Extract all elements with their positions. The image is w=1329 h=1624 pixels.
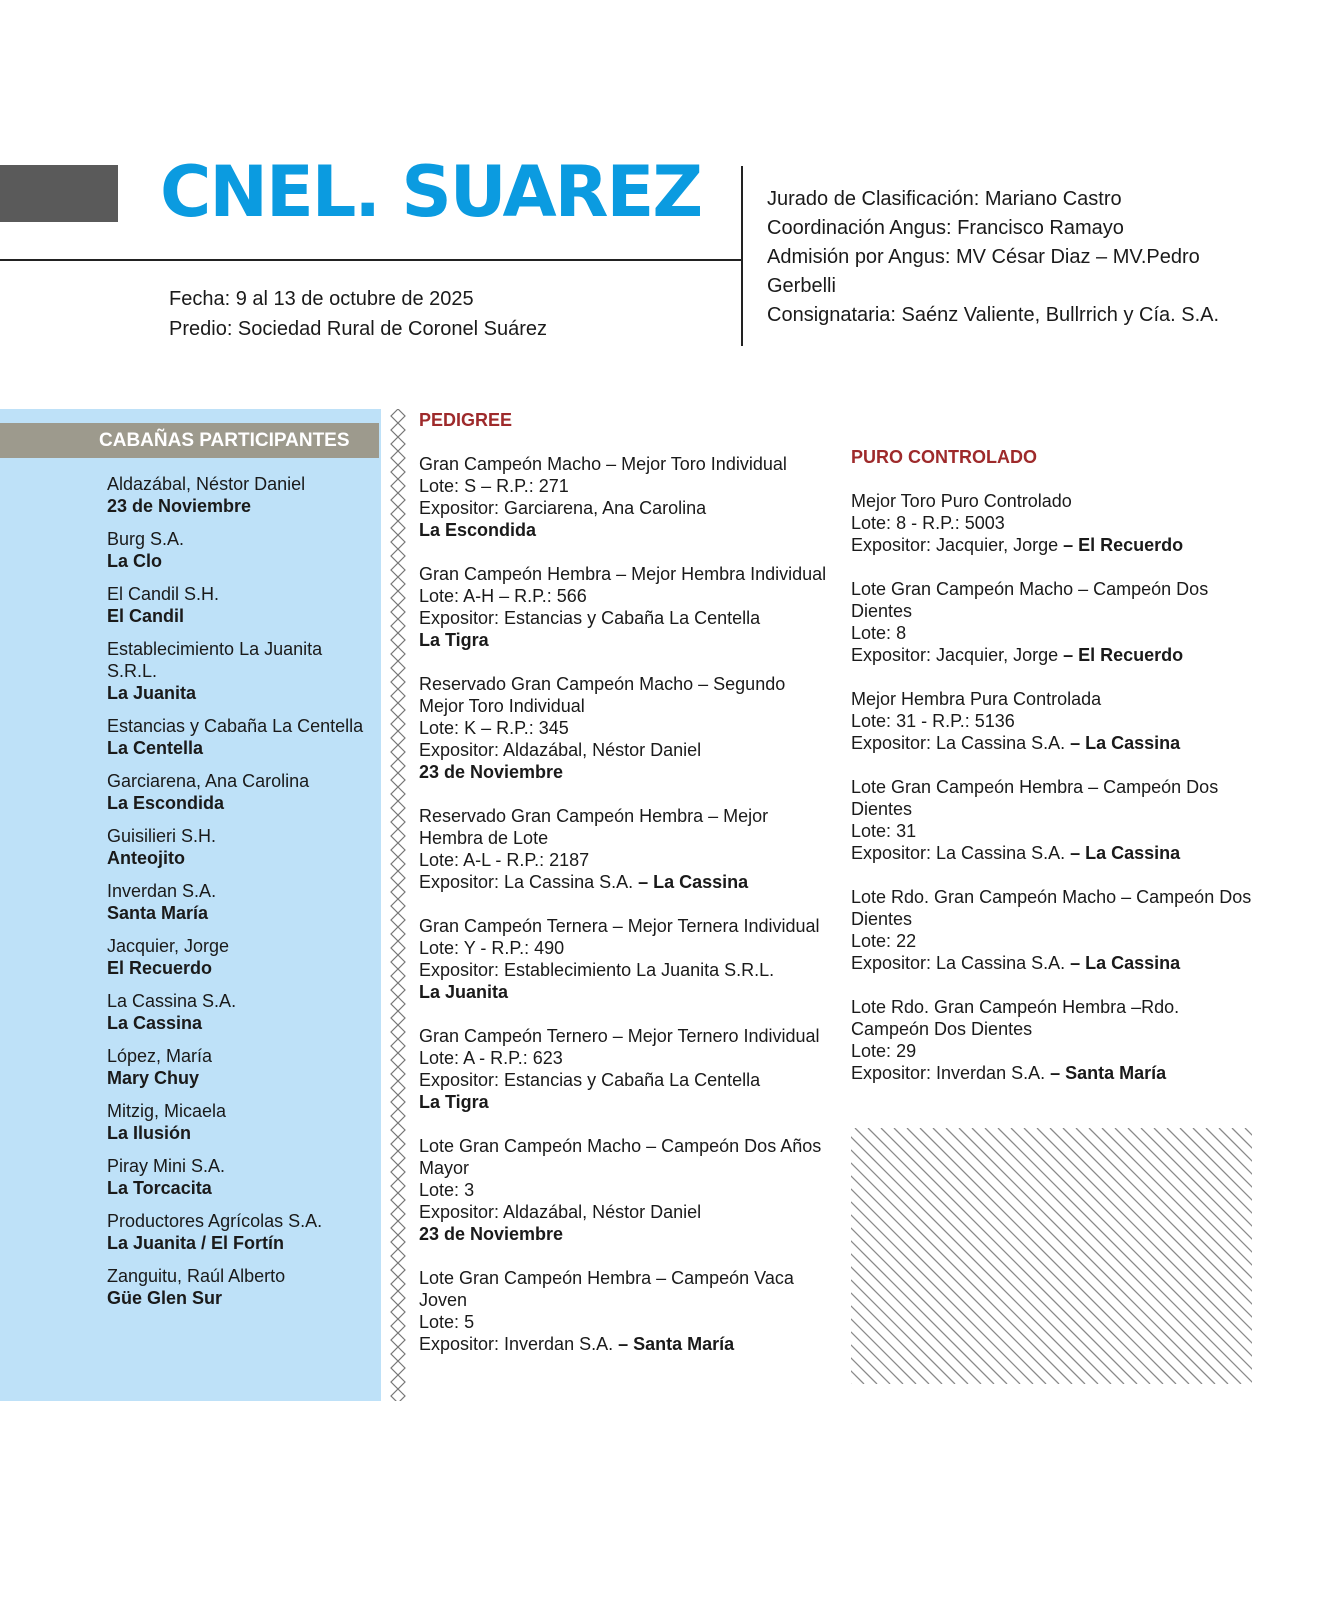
award-expositor	[851, 952, 1261, 974]
diamond-shape	[391, 535, 405, 549]
diamond-shape	[391, 857, 405, 871]
diamond-shape	[391, 703, 405, 717]
award-lote	[419, 937, 829, 959]
credit-coordinacion: Coordinación Angus: Francisco Ramayo	[767, 217, 1124, 239]
hatch-line	[1037, 1128, 1252, 1384]
lote-value: 31	[896, 821, 917, 841]
diamond-shape	[391, 1333, 405, 1347]
diamond-shape	[391, 661, 405, 675]
exhibitor-ranch: La Juanita	[107, 683, 197, 703]
expositor-text: Expositor: Jacquier, Jorge	[851, 645, 1059, 665]
diamond-shape	[391, 1375, 405, 1389]
diamond-shape	[391, 941, 405, 955]
exhibitor-item	[107, 638, 377, 704]
diamond-shape	[391, 717, 405, 731]
award-ranch: – La Cassina	[1070, 733, 1181, 753]
exhibitor-item	[107, 825, 377, 869]
award-lote	[851, 1040, 1261, 1062]
exhibitor-name: Inverdan S.A.	[107, 881, 217, 901]
lote-label: Lote:	[851, 931, 892, 951]
award-block	[851, 578, 1261, 666]
diamond-shape	[391, 1291, 405, 1305]
diamond-shape	[391, 1207, 405, 1221]
exhibitor-item	[107, 528, 377, 572]
award-expositor	[851, 1062, 1261, 1084]
lote-label: Lote:	[851, 513, 892, 533]
award-ranch: – La Cassina	[1070, 843, 1181, 863]
exhibitor-ranch: Güe Glen Sur	[107, 1288, 223, 1308]
diamond-shape	[391, 493, 405, 507]
diamond-border	[388, 409, 408, 1401]
exhibitor-name: El Candil S.H.	[107, 584, 220, 604]
award-title: Lote Gran Campeón Macho – Campeón Dos Años Mayor	[419, 1136, 822, 1178]
exhibitor-item	[107, 1265, 377, 1309]
award-expositor: Expositor: Estancias y Cabaña La Centella	[419, 1070, 761, 1090]
diamond-shape	[391, 1151, 405, 1165]
sidebar-cabanas	[0, 409, 381, 1401]
exhibitor-ranch: La Clo	[107, 551, 163, 571]
exhibitor-name: Burg S.A.	[107, 529, 185, 549]
award-title: Gran Campeón Macho – Mejor Toro Individual	[419, 454, 787, 474]
header-divider	[0, 259, 743, 261]
exhibitor-name: Mitzig, Micaela	[107, 1101, 227, 1121]
hatch-line	[894, 1128, 1150, 1384]
award-block	[419, 805, 829, 893]
diamond-shape	[391, 465, 405, 479]
diamond-shape	[391, 1081, 405, 1095]
diamond-shape	[391, 409, 405, 423]
lote-value: 5	[464, 1312, 475, 1332]
award-block	[419, 1025, 829, 1113]
exhibitor-ranch: Santa María	[107, 903, 209, 923]
hatch-line	[1141, 1128, 1252, 1384]
diamond-shape	[391, 507, 405, 521]
diamond-shape	[391, 1305, 405, 1319]
page-title: CNEL. SUAREZ	[160, 151, 702, 233]
award-expositor: Expositor: Aldazábal, Néstor Daniel	[419, 1202, 702, 1222]
hatch-pattern	[851, 1128, 1252, 1384]
hatch-line	[972, 1128, 1228, 1384]
award-block	[419, 563, 829, 651]
diamond-shape	[391, 549, 405, 563]
hatch-line	[851, 1128, 994, 1384]
diamond-shape	[391, 983, 405, 997]
exhibitor-ranch: Mary Chuy	[107, 1068, 200, 1088]
diamond-shape	[391, 913, 405, 927]
diamond-shape	[391, 871, 405, 885]
award-lote	[851, 820, 1261, 842]
lote-label: Lote:	[419, 1048, 460, 1068]
lote-label: Lote:	[419, 1312, 460, 1332]
lote-value: 31 - R.P.: 5136	[896, 711, 1015, 731]
header-gray-bar	[0, 165, 118, 222]
award-block	[851, 490, 1261, 556]
hatch-line	[920, 1128, 1176, 1384]
exhibitor-name: Zanguitu, Raúl Alberto	[107, 1266, 286, 1286]
award-lote	[851, 710, 1261, 732]
award-title: Reservado Gran Campeón Macho – Segundo Mejor Toro Individual	[419, 674, 786, 716]
award-lote	[851, 930, 1261, 952]
exhibitor-name: La Cassina S.A.	[107, 991, 237, 1011]
diamond-shape	[391, 759, 405, 773]
diamond-shape	[391, 885, 405, 899]
exhibitor-item	[107, 1100, 377, 1144]
award-lote	[419, 585, 829, 607]
hatch-line	[907, 1128, 1163, 1384]
award-lote	[419, 849, 829, 871]
hatch-line	[959, 1128, 1215, 1384]
award-ranch: – Santa María	[1050, 1063, 1167, 1083]
diamond-shape	[391, 843, 405, 857]
exhibitor-ranch: La Escondida	[107, 793, 225, 813]
award-ranch: 23 de Noviembre	[419, 1224, 564, 1244]
sidebar-title: CABAÑAS PARTICIPANTES	[99, 430, 350, 451]
hatch-line	[946, 1128, 1202, 1384]
exhibitor-name: Guisilieri S.H.	[107, 826, 217, 846]
diamond-shape	[391, 1263, 405, 1277]
lote-value: 3	[464, 1180, 475, 1200]
event-info	[169, 284, 547, 344]
award-title: Lote Rdo. Gran Campeón Macho – Campeón Dos Dientes	[851, 887, 1252, 929]
award-expositor: Expositor: Establecimiento La Juanita S.R.L.	[419, 960, 775, 980]
lote-value: A - R.P.: 623	[463, 1048, 563, 1068]
diamond-shape	[391, 899, 405, 913]
award-title: Reservado Gran Campeón Hembra – Mejor Hembra de Lote	[419, 806, 769, 848]
diamond-shape	[391, 451, 405, 465]
credit-admision: Admisión por Angus: MV César Diaz – MV.Pedro Gerbelli	[767, 246, 1200, 297]
award-title: Lote Gran Campeón Macho – Campeón Dos Dientes	[851, 579, 1209, 621]
exhibitor-item	[107, 715, 377, 759]
award-expositor	[851, 534, 1261, 556]
diamond-shape	[391, 1039, 405, 1053]
exhibitor-item	[107, 473, 377, 517]
lote-value: 29	[896, 1041, 917, 1061]
lote-label: Lote:	[851, 1041, 892, 1061]
diamond-shape	[391, 1389, 405, 1401]
award-expositor	[851, 842, 1261, 864]
exhibitor-item	[107, 1045, 377, 1089]
award-lote	[851, 622, 1261, 644]
diamond-shape	[391, 1011, 405, 1025]
award-expositor	[419, 1333, 829, 1355]
pedigree-awards	[419, 453, 829, 1355]
exhibitor-name: Garciarena, Ana Carolina	[107, 771, 310, 791]
diamond-shape	[391, 423, 405, 437]
diamond-shape	[391, 577, 405, 591]
lote-label: Lote:	[851, 711, 892, 731]
exhibitor-name: Jacquier, Jorge	[107, 936, 230, 956]
award-block	[851, 688, 1261, 754]
award-title: Mejor Toro Puro Controlado	[851, 491, 1072, 511]
diamond-shape	[391, 969, 405, 983]
award-block	[851, 776, 1261, 864]
diamond-shape	[391, 1221, 405, 1235]
diamond-shape	[391, 1067, 405, 1081]
exhibitor-item	[107, 990, 377, 1034]
expositor-text: Expositor: La Cassina S.A.	[851, 843, 1066, 863]
award-title: Mejor Hembra Pura Controlada	[851, 689, 1102, 709]
award-block	[419, 1267, 829, 1355]
award-title: Gran Campeón Ternero – Mejor Ternero Individual	[419, 1026, 820, 1046]
award-block	[419, 673, 829, 783]
puro-column	[851, 446, 1261, 1106]
puro-title: PURO CONTROLADO	[851, 447, 1037, 467]
diamond-shape	[391, 829, 405, 843]
pedigree-column	[419, 409, 829, 1377]
exhibitor-ranch: La Torcacita	[107, 1178, 212, 1198]
award-expositor: Expositor: Garciarena, Ana Carolina	[419, 498, 707, 518]
award-expositor	[419, 871, 829, 893]
award-lote	[419, 1179, 829, 1201]
diamond-shape	[391, 1277, 405, 1291]
hatch-line	[1219, 1128, 1252, 1384]
lote-label: Lote:	[851, 821, 892, 841]
award-lote	[419, 1047, 829, 1069]
award-title: Lote Gran Campeón Hembra – Campeón Dos Dientes	[851, 777, 1219, 819]
exhibitor-name: Establecimiento La Juanita S.R.L.	[107, 639, 323, 681]
diamond-shape	[391, 1053, 405, 1067]
diamond-shape	[391, 787, 405, 801]
hatch-line	[1245, 1128, 1252, 1384]
diamond-shape	[391, 1025, 405, 1039]
credit-consignataria: Consignataria: Saénz Valiente, Bullrrich y Cía. S.A.	[767, 304, 1220, 326]
award-title: Lote Rdo. Gran Campeón Hembra –Rdo. Campeón Dos Dientes	[851, 997, 1180, 1039]
award-ranch: – El Recuerdo	[1063, 535, 1184, 555]
exhibitor-ranch: La Ilusión	[107, 1123, 192, 1143]
lote-value: A-L - R.P.: 2187	[463, 850, 590, 870]
diamond-shape	[391, 647, 405, 661]
diamond-shape	[391, 773, 405, 787]
lote-value: 8	[896, 623, 907, 643]
exhibitor-list	[107, 473, 377, 1320]
award-title: Gran Campeón Ternera – Mejor Ternera Individual	[419, 916, 820, 936]
lote-label: Lote:	[419, 718, 460, 738]
lote-value: 8 - R.P.: 5003	[896, 513, 1005, 533]
diamond-shape	[391, 731, 405, 745]
hatch-line	[851, 1128, 1072, 1384]
expositor-text: Expositor: Jacquier, Jorge	[851, 535, 1059, 555]
award-ranch: – La Cassina	[638, 872, 749, 892]
diamond-shape	[391, 1347, 405, 1361]
diamond-shape	[391, 437, 405, 451]
credit-jurado: Jurado de Clasificación: Mariano Castro	[767, 188, 1122, 210]
lote-label: Lote:	[419, 938, 460, 958]
credits	[767, 185, 1237, 330]
award-ranch: La Juanita	[419, 982, 509, 1002]
expositor-text: Expositor: La Cassina S.A.	[851, 733, 1066, 753]
diamond-shape	[391, 1193, 405, 1207]
exhibitor-ranch: Anteojito	[107, 848, 185, 868]
exhibitor-item	[107, 935, 377, 979]
sidebar-header	[0, 423, 379, 458]
diamond-shape	[391, 927, 405, 941]
hatch-line	[851, 1128, 890, 1384]
award-ranch: 23 de Noviembre	[419, 762, 564, 782]
exhibitor-ranch: El Candil	[107, 606, 185, 626]
award-title: Lote Gran Campeón Hembra – Campeón Vaca Joven	[419, 1268, 794, 1310]
hatch-line	[933, 1128, 1189, 1384]
lote-label: Lote:	[419, 586, 460, 606]
award-lote	[851, 512, 1261, 534]
award-ranch: – Santa María	[618, 1334, 735, 1354]
hatch-line	[1063, 1128, 1252, 1384]
expositor-text: Expositor: Inverdan S.A.	[419, 1334, 614, 1354]
diamond-shape	[391, 801, 405, 815]
diamond-shape	[391, 955, 405, 969]
diamond-shape	[391, 591, 405, 605]
award-lote	[419, 717, 829, 739]
diamond-shape	[391, 563, 405, 577]
lote-label: Lote:	[419, 850, 460, 870]
award-ranch: La Escondida	[419, 520, 537, 540]
award-block	[419, 915, 829, 1003]
exhibitor-ranch: La Cassina	[107, 1013, 203, 1033]
exhibitor-item	[107, 583, 377, 627]
hatch-line	[985, 1128, 1241, 1384]
exhibitor-name: Aldazábal, Néstor Daniel	[107, 474, 306, 494]
lote-value: A-H – R.P.: 566	[463, 586, 587, 606]
pedigree-title: PEDIGREE	[419, 410, 513, 430]
diamond-shape	[391, 1109, 405, 1123]
award-block	[419, 453, 829, 541]
diamond-shape	[391, 675, 405, 689]
award-lote	[419, 1311, 829, 1333]
award-expositor	[851, 644, 1261, 666]
diamond-shape	[391, 633, 405, 647]
exhibitor-item	[107, 880, 377, 924]
diamond-shape	[391, 997, 405, 1011]
diamond-shape	[391, 1249, 405, 1263]
exhibitor-ranch: La Juanita / El Fortín	[107, 1233, 285, 1253]
award-ranch: – El Recuerdo	[1063, 645, 1184, 665]
diamond-shape	[391, 521, 405, 535]
lote-value: S – R.P.: 271	[464, 476, 569, 496]
lote-value: Y - R.P.: 490	[463, 938, 565, 958]
award-lote	[419, 475, 829, 497]
lote-label: Lote:	[419, 1180, 460, 1200]
award-expositor: Expositor: Estancias y Cabaña La Centella	[419, 608, 761, 628]
event-venue: Predio: Sociedad Rural de Coronel Suárez	[169, 318, 547, 340]
expositor-text: Expositor: La Cassina S.A.	[851, 953, 1066, 973]
header-vertical-divider	[741, 166, 743, 346]
award-block	[851, 886, 1261, 974]
lote-value: K – R.P.: 345	[464, 718, 569, 738]
diamond-shape	[391, 1165, 405, 1179]
exhibitor-name: Estancias y Cabaña La Centella	[107, 716, 364, 736]
diamond-shape	[391, 605, 405, 619]
diamond-shape	[391, 745, 405, 759]
award-expositor: Expositor: Aldazábal, Néstor Daniel	[419, 740, 702, 760]
hatch-line	[868, 1128, 1124, 1384]
hatch-line	[855, 1128, 1111, 1384]
expositor-text: Expositor: Inverdan S.A.	[851, 1063, 1046, 1083]
exhibitor-item	[107, 1210, 377, 1254]
diamond-shape	[391, 1123, 405, 1137]
exhibitor-item	[107, 1155, 377, 1199]
award-title: Gran Campeón Hembra – Mejor Hembra Individual	[419, 564, 827, 584]
lote-value: 22	[896, 931, 917, 951]
diamond-shape	[391, 1235, 405, 1249]
exhibitor-name: López, María	[107, 1046, 213, 1066]
award-ranch: La Tigra	[419, 1092, 489, 1112]
exhibitor-name: Productores Agrícolas S.A.	[107, 1211, 323, 1231]
diamond-shape	[391, 815, 405, 829]
diamond-shape	[391, 1319, 405, 1333]
diamond-shape	[391, 1137, 405, 1151]
award-expositor	[851, 732, 1261, 754]
exhibitor-ranch: 23 de Noviembre	[107, 496, 252, 516]
exhibitor-name: Piray Mini S.A.	[107, 1156, 226, 1176]
award-block	[419, 1135, 829, 1245]
lote-label: Lote:	[419, 476, 460, 496]
diamond-shape	[391, 1179, 405, 1193]
puro-awards	[851, 490, 1261, 1084]
event-date: Fecha: 9 al 13 de octubre de 2025	[169, 288, 474, 310]
hatch-line	[851, 1128, 968, 1384]
award-ranch: – La Cassina	[1070, 953, 1181, 973]
expositor-text: Expositor: La Cassina S.A.	[419, 872, 634, 892]
award-block	[851, 996, 1261, 1084]
diamond-shape	[391, 1361, 405, 1375]
hatch-line	[881, 1128, 1137, 1384]
exhibitor-item	[107, 770, 377, 814]
exhibitor-ranch: La Centella	[107, 738, 204, 758]
award-ranch: La Tigra	[419, 630, 489, 650]
diamond-shape	[391, 689, 405, 703]
diamond-shape	[391, 619, 405, 633]
exhibitor-ranch: El Recuerdo	[107, 958, 213, 978]
diamond-shape	[391, 479, 405, 493]
lote-label: Lote:	[851, 623, 892, 643]
diamond-shape	[391, 1095, 405, 1109]
